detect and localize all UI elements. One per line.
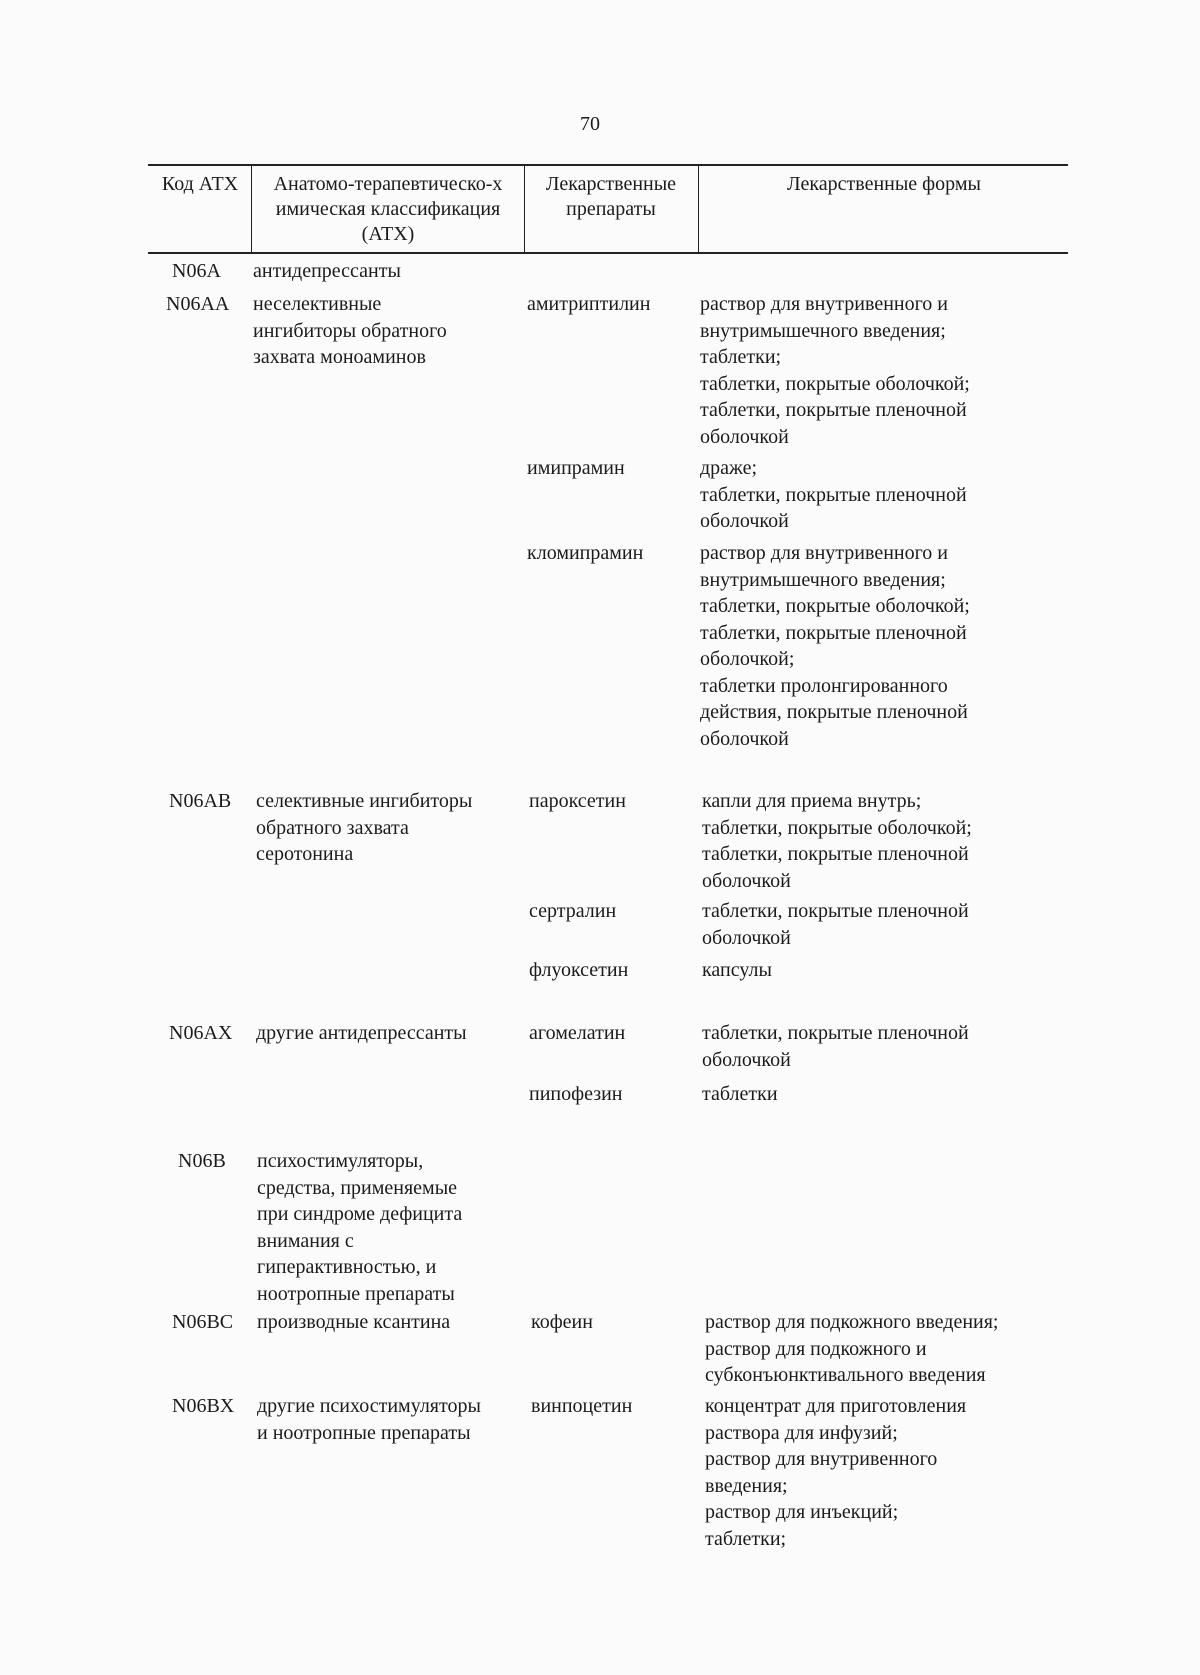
row-n06b-classification: психостимуляторы, средства, применяемые при синдроме дефицита внимания с гиперактивностью, и ноотропные препараты — [257, 1150, 463, 1305]
drug-name: сертралин — [529, 900, 617, 922]
header-drugs: Лекарственные препараты — [545, 173, 677, 220]
row-n06ab-classification: селективные ингибиторы обратного захвата серотонина — [256, 790, 473, 865]
drug-forms: раствор для внутривенного и внутримышечного введения; таблетки, покрытые оболочкой; таблетки, покрытые пленочной оболочкой; таблетки пролонгированного действия, покрытые пленочной оболочкой — [700, 542, 970, 750]
row-n06bx-classification: другие психостимуляторы и ноотропные препараты — [257, 1395, 481, 1444]
drug-forms: таблетки, покрытые пленочной оболочкой — [702, 1022, 969, 1071]
drug-forms: таблетки — [702, 1083, 778, 1105]
drug-name: кофеин — [531, 1311, 593, 1333]
table-header-bottom-rule — [148, 252, 1068, 254]
header-forms: Лекарственные формы — [787, 173, 981, 195]
drug-name: винпоцетин — [531, 1395, 633, 1417]
drug-forms: капсулы — [702, 959, 772, 981]
drug-name: кломипрамин — [527, 542, 644, 564]
header-code: Код АТХ — [161, 173, 239, 195]
drug-forms: концентрат для приготовления раствора для инфузий; раствор для внутривенного введения; раствор для инъекций; таблетки; — [705, 1395, 967, 1550]
row-n06ab-code: N06AB — [169, 790, 232, 812]
row-n06bc-code: N06BC — [172, 1311, 234, 1333]
row-n06a-classification: антидепрессанты — [253, 260, 401, 282]
row-n06ax-code: N06AX — [169, 1022, 233, 1044]
table-top-rule — [148, 164, 1068, 166]
drug-forms: капли для приема внутрь; таблетки, покрытые оболочкой; таблетки, покрытые пленочной оболочкой — [702, 790, 972, 892]
row-n06bx-code: N06BX — [172, 1395, 235, 1417]
row-n06aa-classification: неселективные ингибиторы обратного захвата моноаминов — [253, 293, 447, 368]
row-n06bc-classification: производные ксантина — [257, 1311, 451, 1333]
header-classification: Анатомо-терапевтическо-х имическая классификация (АТХ) — [273, 173, 503, 245]
drug-forms: раствор для подкожного введения; раствор для подкожного и субконъюнктивального введения — [705, 1311, 999, 1386]
row-n06a-code: N06A — [172, 260, 221, 282]
drug-name: пипофезин — [529, 1083, 623, 1105]
row-n06b-code: N06B — [178, 1150, 226, 1172]
drug-forms: таблетки, покрытые пленочной оболочкой — [702, 900, 969, 949]
header-divider-3 — [698, 165, 699, 253]
drug-name: амитриптилин — [527, 293, 651, 315]
row-n06ax-classification: другие антидепрессанты — [256, 1022, 467, 1044]
drug-name: флуоксетин — [529, 959, 629, 981]
drug-name: имипрамин — [527, 457, 625, 479]
drug-name: агомелатин — [529, 1022, 626, 1044]
drug-forms: драже; таблетки, покрытые пленочной оболочкой — [700, 457, 967, 532]
drug-name: пароксетин — [529, 790, 626, 812]
row-n06aa-code: N06AA — [166, 293, 230, 315]
page-number: 70 — [580, 113, 600, 135]
drug-forms: раствор для внутривенного и внутримышечного введения; таблетки; таблетки, покрытые оболочкой; таблетки, покрытые пленочной оболочкой — [700, 293, 970, 448]
